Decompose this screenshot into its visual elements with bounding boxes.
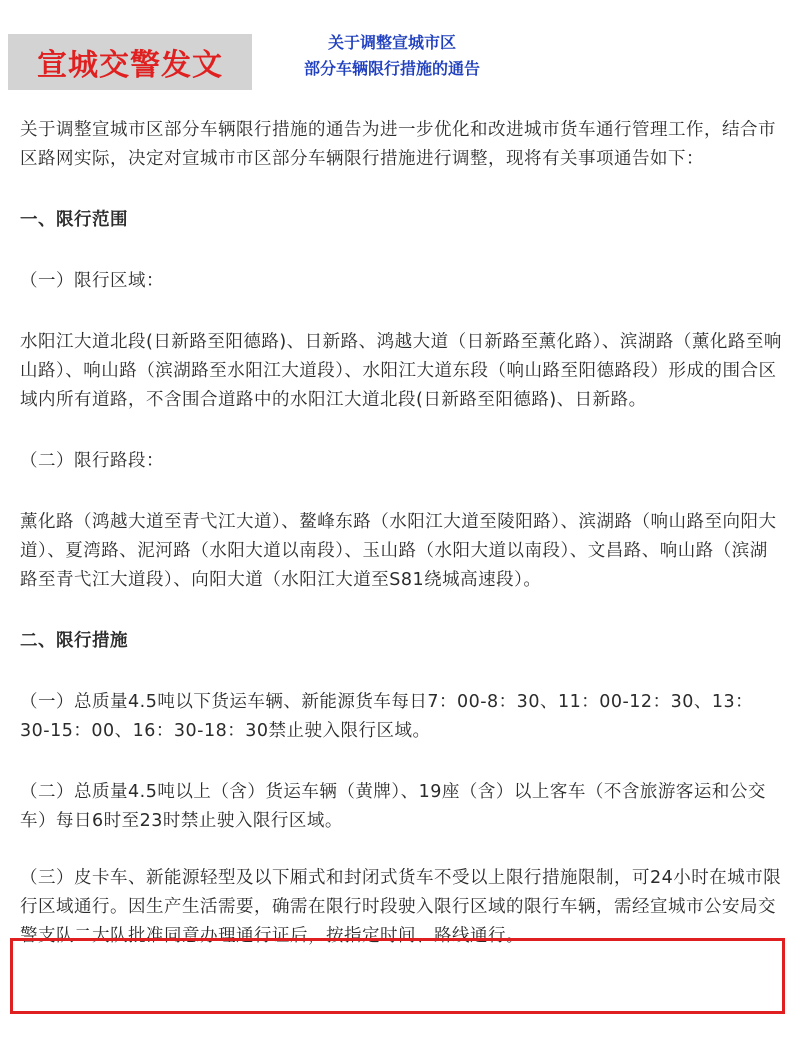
title-line-1: 关于调整宣城市区 [327,33,456,52]
title-line-2: 部分车辆限行措施的通告 [303,59,480,78]
section1-heading: 一、限行范围 [20,210,128,230]
badge-text: 宣城交警发文 [37,48,223,83]
section1-sub2-text: 薰化路（鸿越大道至青弋江大道）、鳌峰东路（水阳江大道至陵阳路）、滨湖路（响山路至向阳大道）、夏湾路、泥河路（水阳大道以南段）、玉山路（水阳大道以南段）、文昌路、响山路（滨湖路至青弋江大道段）、向阳大道（水阳江大道至S81绕城高速段）。 [20,512,777,590]
section2-heading: 二、限行措施 [20,631,128,651]
intro-paragraph: 关于调整宣城市区部分车辆限行措施的通告为进一步优化和改进城市货车通行管理工作，结合市区路网实际，决定对宣城市市区部分车辆限行措施进行调整，现将有关事项通告如下： [20,120,776,169]
section1-sub2-label: （二）限行路段： [20,451,164,471]
section2-item1: （一）总质量4.5吨以下货运车辆、新能源货车每日7：00-8：30、11：00-12：30、13：30-15：00、16：30-18：30禁止驶入限行区域。 [20,692,754,741]
notice-title [262,30,522,82]
header-badge [8,34,252,90]
section1-sub1-label: （一）限行区域： [20,271,164,291]
section2-item3: （三）皮卡车、新能源轻型及以下厢式和封闭式货车不受以上限行措施限制，可24小时在城市限行区域通行。因生产生活需要，确需在限行时段驶入限行区域的限行车辆，需经宣城市公安局交警支队二大队批准同意办理通行证后，按指定时间、路线通行。 [20,868,782,946]
section2-item2: （二）总质量4.5吨以上（含）货运车辆（黄牌）、19座（含）以上客车（不含旅游客运和公交车）每日6时至23时禁止驶入限行区域。 [20,782,766,831]
highlight-box [10,938,785,1014]
notice-body [20,116,782,951]
section1-sub1-text: 水阳江大道北段(日新路至阳德路)、日新路、鸿越大道（日新路至薰化路）、滨湖路（薰化路至响山路）、响山路（滨湖路至水阳江大道段）、水阳江大道东段（响山路至阳德路段）形成的围合区域内所有道路，不含围合道路中的水阳江大道北段(日新路至阳德路)、日新路。 [20,332,782,410]
